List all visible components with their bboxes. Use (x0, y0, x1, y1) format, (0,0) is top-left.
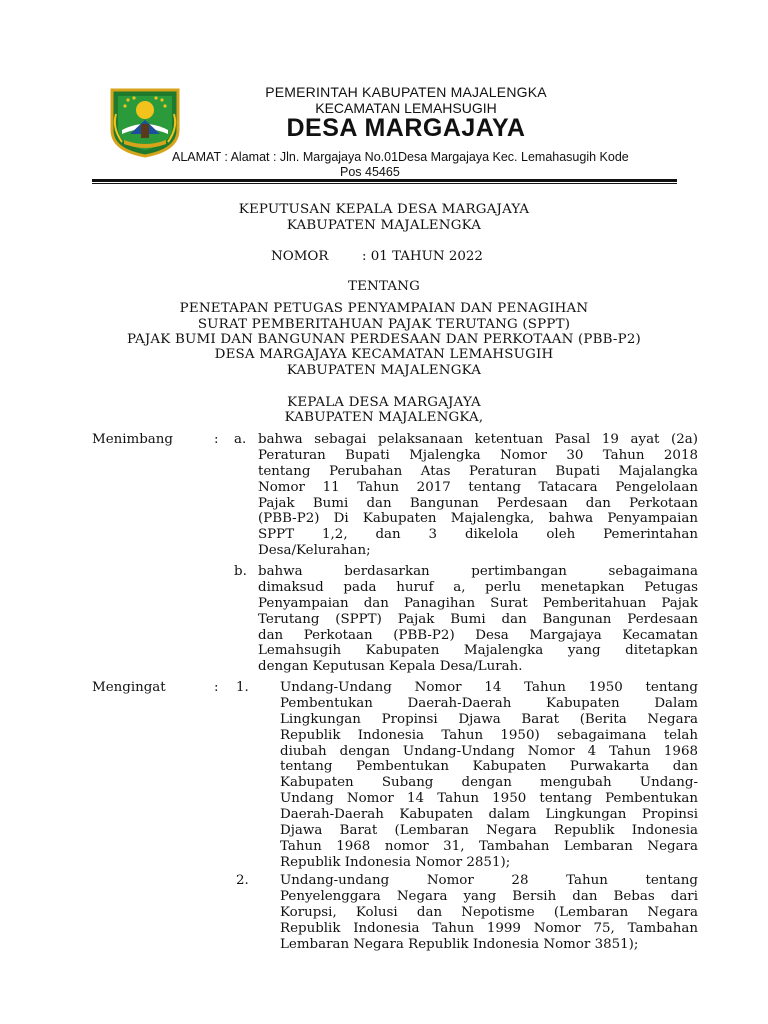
text-line: Undang Nomor 14 Tahun 1950 tentang Pembentukan (280, 791, 698, 807)
text-line: tentang Pembentukan Kabupaten Purwakarta dan (280, 759, 698, 775)
mengingat-colon: : (214, 680, 219, 695)
letterhead-rule-thin (92, 183, 677, 184)
decree-number-label: NOMOR (271, 249, 329, 264)
text-line: Daerah-Daerah Kabupaten dalam Lingkungan Propinsi (280, 807, 698, 823)
mengingat-item-marker: 2. (236, 873, 249, 888)
text-line: Pembentukan Daerah-Daerah Kabupaten Dalam (280, 695, 698, 711)
text-line: Lembaran Negara Republik Indonesia Nomor 3851); (280, 936, 639, 952)
letterhead-village-title: DESA MARGAJAYA (286, 114, 526, 142)
text-line: Undang-undang Nomor 28 Tahun tentang (280, 873, 698, 888)
mengingat-item-2 (280, 873, 698, 952)
decree-issuer-regency: KABUPATEN MAJALENGKA, (284, 410, 484, 425)
text-line: Undang-Undang Nomor 14 Tahun 1950 tentang (280, 680, 698, 695)
text-line: Lemahsugih Kabupaten Majalengka yang ditetapkan (258, 643, 698, 659)
decree-issuer: KEPALA DESA MARGAJAYA (287, 395, 481, 410)
decree-subject-line: PENETAPAN PETUGAS PENYAMPAIAN DAN PENAGIHAN (179, 301, 589, 316)
decree-about: TENTANG (347, 279, 421, 294)
text-line: dan Perkotaan (PBB-P2) Desa Margajaya Kecamatan (258, 627, 698, 643)
text-line: Korupsi, Kolusi dan Nepotisme (Lembaran Negara (280, 904, 698, 920)
text-line: Republik Indonesia Tahun 1950) sebagaimana telah (280, 727, 698, 743)
decree-subject-line: DESA MARGAJAYA KECAMATAN LEMAHSUGIH (214, 347, 554, 362)
text-line: (PBB-P2) Di Kabupaten Majalengka, bahwa Penyampaian (258, 511, 698, 527)
text-line: Djawa Barat (Lembaran Negara Republik Indonesia (280, 823, 698, 839)
menimbang-colon: : (214, 432, 219, 447)
text-line: Lingkungan Propinsi Djawa Barat (Berita Negara (280, 711, 698, 727)
text-line: Republik Indonesia Tahun 1999 Nomor 75, Tambahan (280, 920, 698, 936)
letterhead-district-line: KECAMATAN LEMAHSUGIH (315, 100, 497, 116)
text-line: SPPT 1,2, dan 3 dikelola oleh Pemerintahan (258, 527, 698, 543)
menimbang-label: Menimbang (92, 432, 173, 447)
text-line: Kabupaten Subang dengan mengubah Undang- (280, 775, 698, 791)
decree-subject-line: SURAT PEMBERITAHUAN PAJAK TERUTANG (SPPT) (197, 317, 571, 332)
letterhead-address: ALAMAT : Alamat : Jln. Margajaya No.01Desa Margajaya Kec. Lemahasugih Kode (172, 150, 629, 164)
text-line: Terutang (SPPT) Pajak Bumi dan Bangunan Perdesaan (258, 611, 698, 627)
text-line: Nomor 11 Tahun 2017 tentang Tatacara Pengelolaan (258, 479, 698, 495)
decree-heading-regency: KABUPATEN MAJALENGKA (286, 218, 482, 233)
text-line: Pajak Bumi dan Bangunan Perdesaan dan Perkotaan (258, 495, 698, 511)
mengingat-item-marker: 1. (236, 680, 249, 695)
decree-heading: KEPUTUSAN KEPALA DESA MARGAJAYA (238, 202, 530, 217)
decree-subject-line: PAJAK BUMI DAN BANGUNAN PERDESAAN DAN PERKOTAAN (PBB-P2) (127, 332, 641, 347)
decree-subject-line: KABUPATEN MAJALENGKA (286, 363, 482, 378)
decree-number-value: : 01 TAHUN 2022 (362, 249, 483, 264)
text-line: bahwa berdasarkan pertimbangan sebagaimana (258, 564, 698, 579)
text-line: tentang Perubahan Atas Peraturan Bupati Majalangka (258, 463, 698, 479)
text-line: Penyampaian dan Panagihan Surat Pemberitahuan Pajak (258, 595, 698, 611)
text-line: Desa/Kelurahan; (258, 543, 371, 559)
text-line: bahwa sebagai pelaksanaan ketentuan Pasal 19 ayat (2a) (258, 432, 698, 447)
mengingat-label: Mengingat (92, 680, 166, 695)
text-line: Tahun 1968 nomor 31, Tambahan Lembaran Negara (280, 838, 698, 854)
letterhead-rule (92, 179, 677, 182)
menimbang-item-a (258, 432, 698, 559)
text-line: dengan Keputusan Kepala Desa/Lurah. (258, 659, 523, 675)
text-line: dimaksud pada huruf a, perlu menetapkan Petugas (258, 579, 698, 595)
text-line: Peraturan Bupati Mjalengka Nomor 30 Tahun 2018 (258, 447, 698, 463)
letterhead-postal-code: Pos 45465 (340, 165, 400, 179)
mengingat-item-1 (280, 680, 698, 871)
menimbang-item-marker: b. (234, 564, 247, 579)
letterhead-government-line: PEMERINTAH KABUPATEN MAJALENGKA (265, 84, 547, 100)
menimbang-item-marker: a. (234, 432, 247, 447)
text-line: Republik Indonesia Nomor 2851); (280, 854, 511, 870)
text-line: diubah dengan Undang-Undang Nomor 4 Tahun 1968 (280, 743, 698, 759)
menimbang-item-b (258, 564, 698, 675)
text-line: Penyelenggara Negara yang Bersih dan Bebas dari (280, 888, 698, 904)
